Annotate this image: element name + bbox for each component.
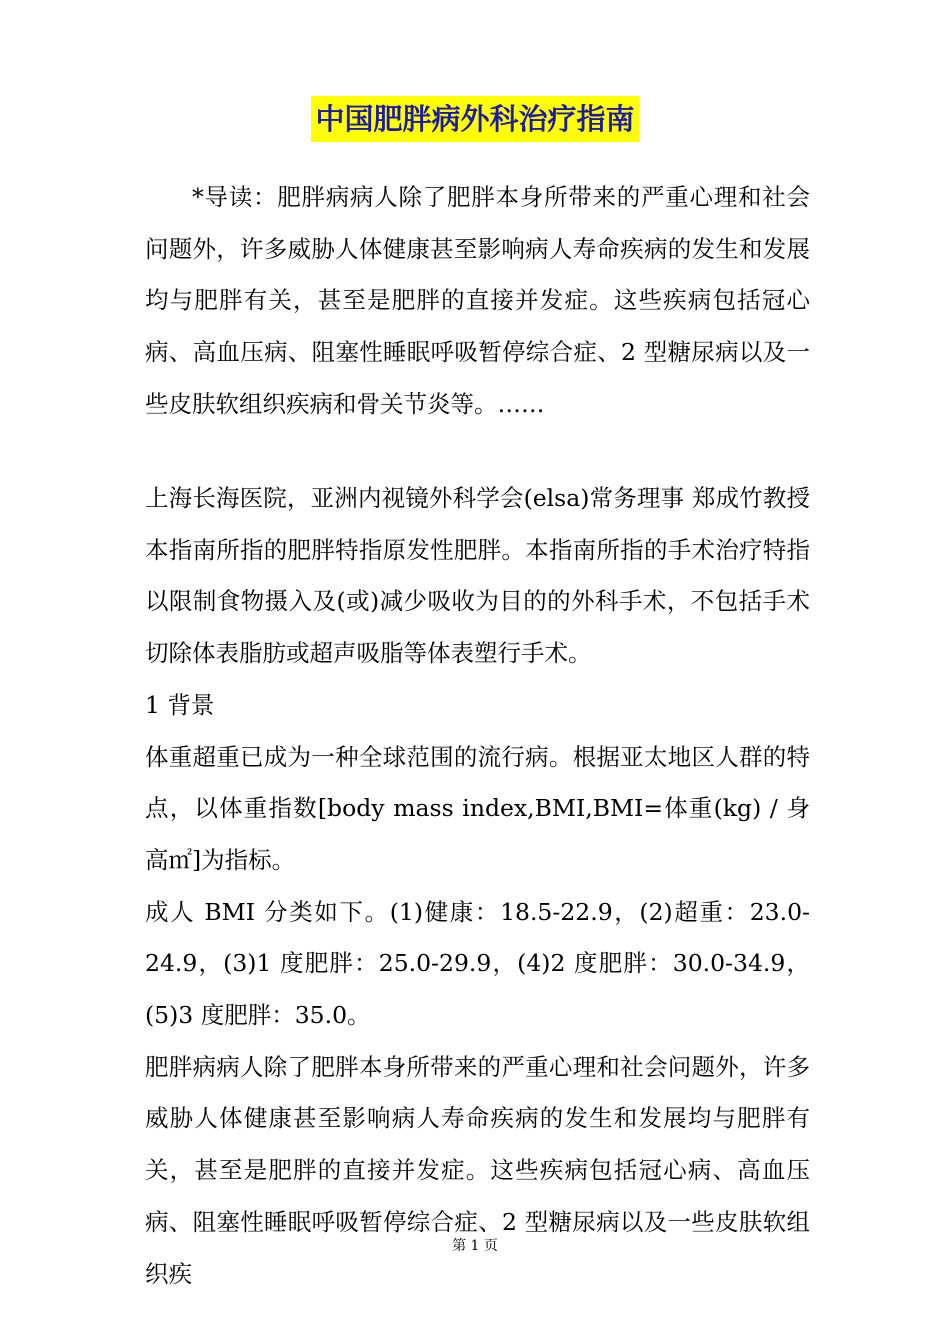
- document-title: 中国肥胖病外科治疗指南: [311, 96, 638, 142]
- section-heading-background: 1 背景: [145, 690, 215, 719]
- page-number-footer: 第 1 页: [452, 1238, 498, 1254]
- author-paragraph: 上海长海医院，亚洲内视镜外科学会(elsa)常务理事 郑成竹教授 本指南所指的肥胖特指原发性肥胖。本指南所指的手术治疗特指以限制食物摄入及(或)减少吸收为目的的外科手术，不包括手术切除体表脂肪或超声吸脂等体表塑行手术。: [145, 484, 834, 668]
- intro-block: [145, 172, 810, 431]
- title-container: [0, 96, 950, 142]
- bmi-definition-paragraph: 体重超重已成为一种全球范围的流行病。根据亚太地区人群的特点，以体重指数[body mass index,BMI,BMI=体重(kg) / 身高㎡]为指标。: [145, 742, 810, 874]
- intro-paragraph: *导读：肥胖病病人除了肥胖本身所带来的严重心理和社会问题外，许多威胁人体健康甚至影响病人寿命疾病的发生和发展均与肥胖有关，甚至是肥胖的直接并发症。这些疾病包括冠心病、高血压病、阻塞性睡眠呼吸暂停综合症、2 型糖尿病以及一些皮肤软组织疾病和骨关节炎等。……: [145, 183, 810, 418]
- complications-paragraph: 肥胖病病人除了肥胖本身所带来的严重心理和社会问题外，许多威胁人体健康甚至影响病人寿命疾病的发生和发展均与肥胖有关，甚至是肥胖的直接并发症。这些疾病包括冠心病、高血压病、阻塞性睡眠呼吸暂停综合症、2 型糖尿病以及一些皮肤软组织疾: [145, 1052, 810, 1288]
- body-block: [145, 473, 834, 1300]
- bmi-classification-paragraph: 成人 BMI 分类如下。(1)健康：18.5-22.9，(2)超重：23.0-24.9，(3)1 度肥胖：25.0-29.9，(4)2 度肥胖：30.0-34.9，(5)3 度肥胖：35.0。: [145, 897, 810, 1030]
